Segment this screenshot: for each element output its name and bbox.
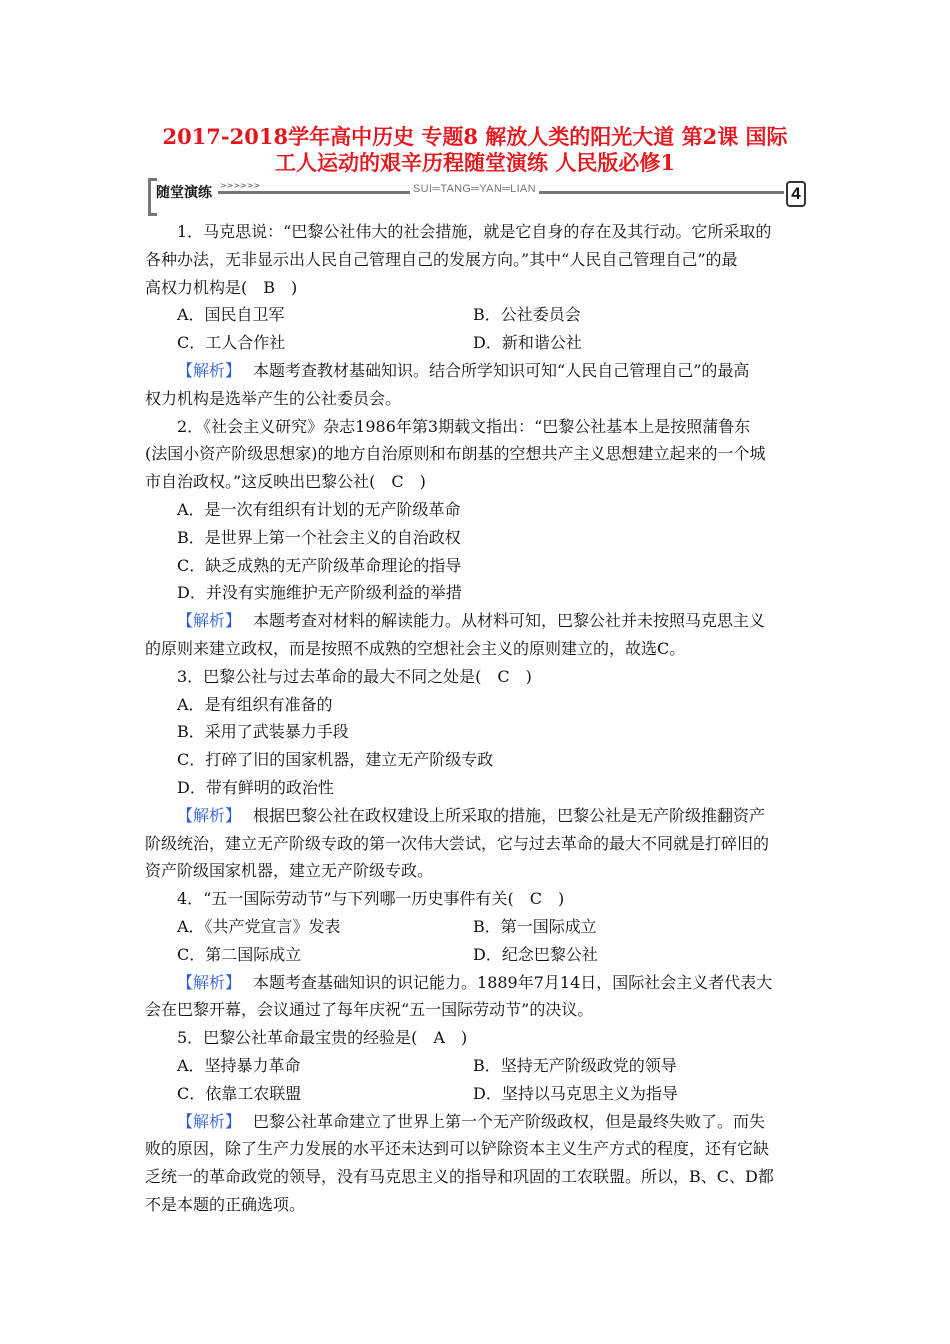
text-line: (法国小资产阶级思想家)的地方自治原则和布朗基的空想共产主义思想建立起来的一个城 [145, 444, 766, 464]
section-banner [148, 178, 806, 212]
option-right: D．纪念巴黎公社 [473, 944, 598, 964]
text-line: 乏统一的革命政党的领导，没有马克思主义的指导和巩固的工农联盟。所以，B、C、D都 [145, 1167, 774, 1187]
text-line: 败的原因，除了生产力发展的水平还未达到可以铲除资本主义生产方式的程度，还有它缺 [145, 1139, 770, 1159]
text-line: 会在巴黎开幕，会议通过了每年庆祝“五一国际劳动节”的决议。 [145, 1000, 594, 1020]
option-row [145, 301, 807, 329]
option-right: B．公社委员会 [473, 305, 581, 325]
text-line: 不是本题的正确选项。 [145, 1194, 306, 1214]
option-row [145, 329, 807, 357]
text-line: D．带有鲜明的政治性 [177, 777, 334, 797]
analysis-text: 根据巴黎公社在政权建设上所采取的措施，巴黎公社是无产阶级推翻资产 [253, 805, 766, 825]
text-line: A．是一次有组织有计划的无产阶级革命 [177, 499, 461, 519]
option-left: C．工人合作社 [177, 333, 286, 353]
analysis-label: 【解析】 [177, 611, 242, 631]
analysis-line [145, 802, 807, 830]
text-line: 3．巴黎公社与过去革命的最大不同之处是( C ) [177, 666, 532, 686]
analysis-text: 巴黎公社革命建立了世界上第一个无产阶级政权，但是最终失败了。而失 [253, 1111, 766, 1131]
analysis-line [145, 969, 807, 997]
analysis-label: 【解析】 [177, 360, 242, 380]
option-left: A．国民自卫军 [177, 305, 285, 325]
text-line: 5．巴黎公社革命最宝贵的经验是( A ) [177, 1028, 468, 1048]
analysis-text: 本题考查对材料的解读能力。从材料可知，巴黎公社并未按照马克思主义 [253, 611, 766, 631]
text-line: C．打碎了旧的国家机器，建立无产阶级专政 [177, 750, 494, 770]
option-right: D．新和谐公社 [473, 333, 582, 353]
option-left: C．依靠工农联盟 [177, 1083, 302, 1103]
analysis-label: 【解析】 [177, 1111, 242, 1131]
analysis-line [145, 607, 807, 635]
analysis-label: 【解析】 [177, 805, 242, 825]
text-line: 资产阶级国家机器，建立无产阶级专政。 [145, 861, 434, 881]
text-line: 4．“五一国际劳动节”与下列哪一历史事件有关( C ) [177, 889, 565, 909]
banner-label: 随堂演练 [156, 185, 212, 201]
document-body [145, 218, 807, 1219]
text-line: A．是有组织有准备的 [177, 694, 333, 714]
text-line: 1．马克思说：“巴黎公社伟大的社会措施，就是它自身的存在及其行动。它所采取的 [177, 222, 772, 241]
text-line: 高权力机构是( B ) [145, 277, 298, 297]
option-row [145, 1052, 807, 1080]
analysis-line [145, 357, 807, 385]
option-left: A．《共产党宣言》发表 [177, 916, 341, 936]
text-line: B．采用了武装暴力手段 [177, 722, 349, 742]
text-line: 阶级统治，建立无产阶级专政的第一次伟大尝试，它与过去革命的最大不同就是打碎旧的 [145, 833, 770, 853]
analysis-text: 本题考查教材基础知识。结合所学知识可知“人民自己管理自己”的最高 [253, 360, 750, 380]
option-row [145, 1080, 807, 1108]
banner-number: 4 [786, 181, 806, 207]
option-right: D．坚持以马克思主义为指导 [473, 1083, 678, 1103]
analysis-line [145, 1108, 807, 1136]
option-left: C．第二国际成立 [177, 944, 302, 964]
banner-arrows: >>>>>> [220, 181, 261, 190]
text-line: C．缺乏成熟的无产阶级革命理论的指导 [177, 555, 462, 575]
text-line: D．并没有实施维护无产阶级利益的举措 [177, 583, 462, 603]
text-line: B．是世界上第一个社会主义的自治政权 [177, 527, 461, 547]
option-right: B．坚持无产阶级政党的领导 [473, 1055, 677, 1075]
analysis-label: 【解析】 [177, 972, 242, 992]
option-left: A．坚持暴力革命 [177, 1055, 301, 1075]
text-line: 市自治政权。”这反映出巴黎公社( C ) [145, 472, 426, 492]
document-title-line-2: 工人运动的艰辛历程随堂演练 人民版必修1 [275, 150, 675, 175]
option-row [145, 913, 807, 941]
text-line: 权力机构是选举产生的公社委员会。 [145, 388, 402, 408]
analysis-text: 本题考查基础知识的识记能力。1889年7月14日，国际社会主义者代表大 [253, 972, 773, 992]
option-right: B．第一国际成立 [473, 916, 597, 936]
banner-pinyin: SUI═TANG═YAN═LIAN [410, 183, 539, 195]
document-title-line-1: 2017-2018学年高中历史 专题8 解放人类的阳光大道 第2课 国际 [162, 124, 788, 149]
text-line: 2．《社会主义研究》杂志1986年第3期载文指出：“巴黎公社基本上是按照蒲鲁东 [177, 416, 751, 436]
text-line: 各种办法，无非显示出人民自己管理自己的发展方向。”其中“人民自己管理自己”的最 [145, 249, 738, 269]
option-row [145, 941, 807, 969]
text-line: 的原则来建立政权，而是按照不成熟的空想社会主义的原则建立的，故选C。 [145, 638, 686, 658]
